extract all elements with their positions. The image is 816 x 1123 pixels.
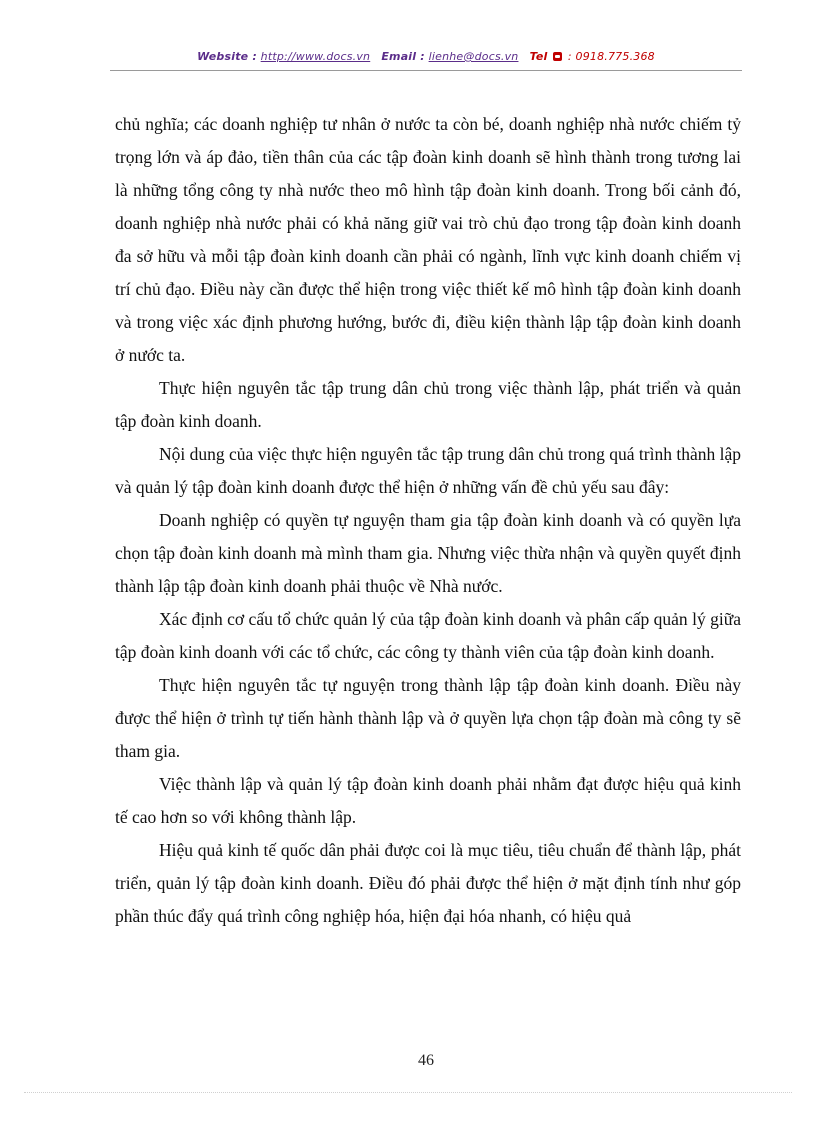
tel-value: : 0918.775.368	[567, 50, 655, 63]
paragraph: Doanh nghiệp có quyền tự nguyện tham gia tập đoàn kinh doanh và có quyền lựa chọn tập đoàn kinh doanh mà mình tham gia. Nhưng việc thừa nhận và quyền quyết định thành lập tập đoàn kinh doanh phải thuộc về Nhà nước.	[115, 510, 741, 596]
page-number: 46	[418, 1052, 434, 1069]
paragraph: Thực hiện nguyên tắc tự nguyện trong thành lập tập đoàn kinh doanh. Điều này được thể hiện ở trình tự tiến hành thành lập và ở quyền lựa chọn tập đoàn mà công ty sẽ tham gia.	[115, 675, 741, 761]
paragraph: Thực hiện nguyên tắc tập trung dân chủ trong việc thành lập, phát triển và quản tập đoàn kinh doanh.	[115, 378, 741, 431]
email-link[interactable]: lienhe@docs.vn	[428, 50, 519, 63]
paragraph: Hiệu quả kinh tế quốc dân phải được coi là mục tiêu, tiêu chuẩn để thành lập, phát triển, quản lý tập đoàn kinh doanh. Điều đó phải được thể hiện ở mặt định tính như góp phần thúc đẩy quá trình công nghiệp hóa, hiện đại hóa nhanh, có hiệu quả	[115, 840, 741, 926]
paragraph: Việc thành lập và quản lý tập đoàn kinh doanh phải nhằm đạt được hiệu quả kinh tế cao hơn so với không thành lập.	[115, 774, 741, 827]
page-bottom-divider	[24, 1092, 792, 1093]
paragraph: chủ nghĩa; các doanh nghiệp tư nhân ở nước ta còn bé, doanh nghiệp nhà nước chiếm tỷ trọng lớn và áp đảo, tiền thân của các tập đoàn kinh doanh sẽ hình thành trong tương lai là những tổng công ty nhà nước theo mô hình tập đoàn kinh doanh. Trong bối cảnh đó, doanh nghiệp nhà nước phải có khả năng giữ vai trò chủ đạo trong tập đoàn kinh doanh đa sở hữu và mỗi tập đoàn kinh doanh cần phải có ngành, lĩnh vực kinh doanh chiếm vị trí chủ đạo. Điều này cần được thể hiện trong việc thiết kế mô hình tập đoàn kinh doanh và trong việc xác định phương hướng, bước đi, điều kiện thành lập tập đoàn kinh doanh ở nước ta.	[115, 114, 741, 365]
email-label: Email :	[381, 50, 425, 63]
document-body	[115, 108, 741, 933]
page-header	[110, 50, 742, 63]
website-label: Website :	[197, 50, 257, 63]
website-link[interactable]: http://www.docs.vn	[260, 50, 371, 63]
phone-icon	[553, 52, 562, 61]
paragraph: Nội dung của việc thực hiện nguyên tắc tập trung dân chủ trong quá trình thành lập và quản lý tập đoàn kinh doanh được thể hiện ở những vấn đề chủ yếu sau đây:	[115, 444, 741, 497]
tel-label: Tel	[529, 50, 548, 63]
paragraph: Xác định cơ cấu tổ chức quản lý của tập đoàn kinh doanh và phân cấp quản lý giữa tập đoàn kinh doanh với các tổ chức, các công ty thành viên của tập đoàn kinh doanh.	[115, 609, 741, 662]
header-divider	[110, 70, 742, 71]
